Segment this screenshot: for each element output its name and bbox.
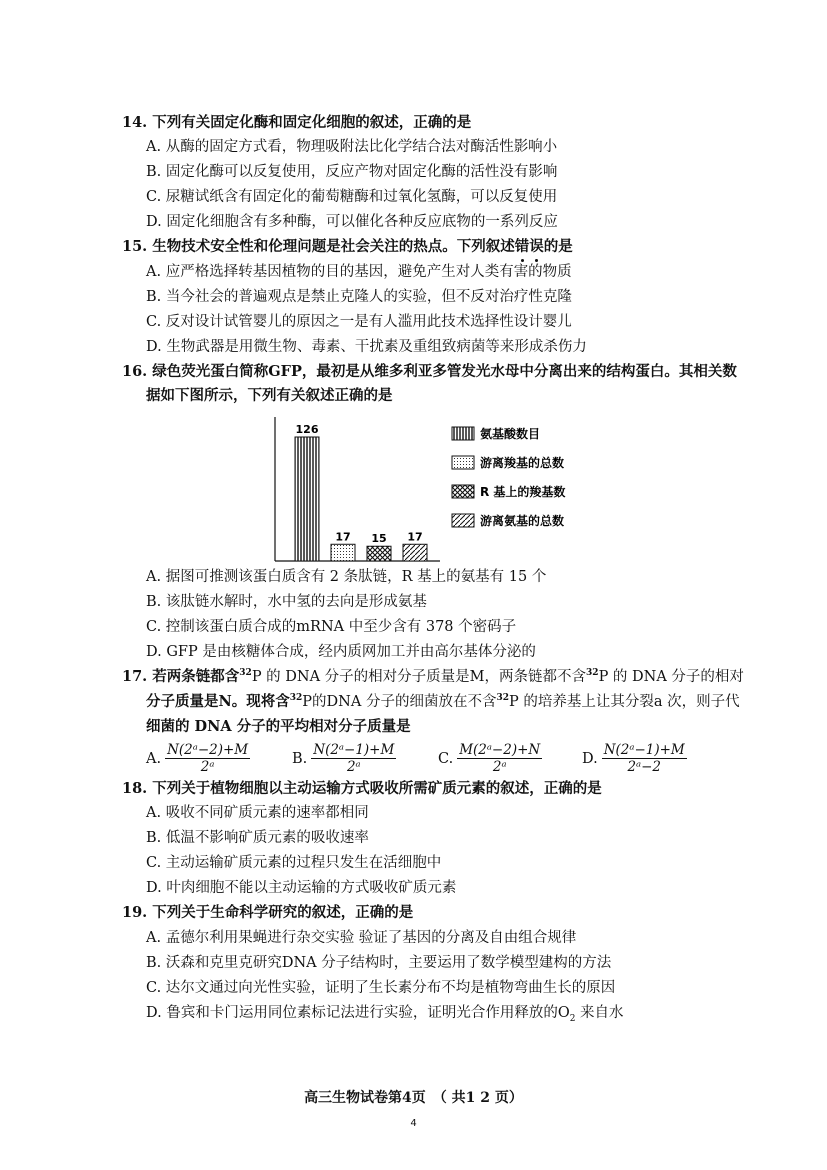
question-15-option-a: A. 应严格选择转基因植物的目的基因，避免产生对人类有害的物质	[146, 264, 572, 280]
question-15-option-d: D. 生物武器是用微生物、毒素、干扰素及重组致病菌等来形成杀伤力	[146, 339, 587, 355]
question-16-option-b: B. 该肽链水解时，水中氢的去向是形成氨基	[146, 594, 427, 610]
question-17-option-a: A. $\frac{\text{N(2ᵃ−2)+M}}{\text{2ᵃ}}$	[146, 742, 249, 775]
question-17-option-b: B. $\frac{\text{N(2ᵃ−1)+M}}{\text{2ᵃ}}$	[292, 742, 395, 775]
fraction: $\frac{\text{N(2ᵃ−2)+M}}{\text{2ᵃ}}$	[167, 742, 249, 775]
bar-1	[295, 437, 319, 561]
question-16-option-d: D. GFP 是由核糖体合成，经内质网加工并由高尔基体分泌的	[146, 644, 536, 660]
chart-bars	[295, 423, 427, 561]
question-18-option-a: A. 吸收不同矿质元素的速率都相同	[146, 805, 369, 821]
question-19-option-c: C. 达尔文通过向光性实验，证明了生长素分布不均是植物弯曲生长的原因	[146, 980, 616, 996]
question-14-option-a: A. 从酶的固定方式看，物理吸附法比化学结合法对酶活性影响小	[146, 139, 558, 155]
question-15-option-b: B. 当今社会的普遍观点是禁止克隆人的实验，但不反对治疗性克隆	[146, 289, 572, 305]
question-16-option-c: C. 控制该蛋白质合成的mRNA 中至少含有 378 个密码子	[146, 619, 517, 635]
question-17-option-c: C. $\frac{\text{M(2ᵃ−2)+N}}{\text{2ᵃ}}$	[438, 742, 541, 775]
bar-chart	[270, 415, 590, 565]
legend-swatch	[452, 427, 474, 440]
question-19-option-d: D. 鲁宾和卡门运用同位素标记法进行实验，证明光合作用释放的$O_2$ 来自水	[146, 1005, 624, 1024]
legend-swatch	[452, 485, 474, 498]
fraction: $\frac{\text{N(2ᵃ−1)+M}}{\text{2ᵃ−2}}$	[603, 742, 685, 775]
legend-label: 游离羧基的总数	[480, 456, 565, 470]
question-18-stem: 18. 下列关于植物细胞以主动运输方式吸收所需矿质元素的叙述，正确的是	[122, 780, 602, 797]
question-16-stem-line2: 据如下图所示，下列有关叙述正确的是	[146, 387, 393, 404]
question-18-option-c: C. 主动运输矿质元素的过程只发生在活细胞中	[146, 855, 442, 871]
question-14-option-c: C. 尿糖试纸含有固定化的葡萄糖酶和过氧化氢酶，可以反复使用	[146, 189, 558, 205]
question-15-option-c: C. 反对设计试管婴儿的原因之一是有人滥用此技术选择性设计婴儿	[146, 314, 572, 330]
question-15-stem: 15. 生物技术安全性和伦理问题是社会关注的热点。下列叙述错误的是	[122, 238, 573, 255]
question-14-option-b: B. 固定化酶可以反复使用，反应产物对固定化酶的活性没有影响	[146, 164, 558, 180]
legend-label: 游离氨基的总数	[480, 514, 565, 528]
question-18-option-d: D. 叶肉细胞不能以主动运输的方式吸收矿质元素	[146, 880, 457, 896]
chart-legend	[452, 426, 565, 528]
legend-label: R 基上的羧基数	[480, 485, 566, 499]
bar-value-label: 15	[371, 532, 387, 546]
question-18-option-b: B. 低温不影响矿质元素的吸收速率	[146, 830, 369, 846]
question-16-option-a: A. 据图可推测该蛋白质含有 2 条肽链，R 基上的氨基有 15 个	[146, 569, 547, 585]
emphasis-dot-char: 错	[514, 238, 530, 255]
fraction: $\frac{\text{N(2ᵃ−1)+M}}{\text{2ᵃ}}$	[313, 742, 395, 775]
bar-value-label: 17	[407, 530, 423, 544]
page-number: 4	[410, 1118, 417, 1129]
question-17-stem-line2: 分子质量是N。现将含$^{32}$P的DNA 分子的细菌放在不含$^{32}$P 的培养基上让其分裂a 次，则子代	[146, 693, 740, 710]
legend-label: 氨基酸数目	[480, 427, 541, 441]
question-19-option-a: A. 孟德尔利用果蝇进行杂交实验 验证了基因的分离及自由组合规律	[146, 930, 577, 946]
question-17-stem-line1: 17. 若两条链都含$^{32}$P 的 DNA 分子的相对分子质量是M，两条链都不含$^{32}$P 的 DNA 分子的相对	[122, 668, 744, 685]
bar-value-label: 17	[335, 530, 351, 544]
bar-3	[367, 546, 391, 561]
emphasis-dot-char: 误	[529, 238, 544, 255]
question-14-stem: 14. 下列有关固定化酶和固定化细胞的叙述，正确的是	[122, 114, 472, 131]
legend-swatch	[452, 456, 474, 469]
question-14-option-d: D. 固定化细胞含有多种酶，可以催化各种反应底物的一系列反应	[146, 214, 558, 230]
fraction: $\frac{\text{M(2ᵃ−2)+N}}{\text{2ᵃ}}$	[459, 742, 541, 775]
question-19-option-b: B. 沃森和克里克研究DNA 分子结构时，主要运用了数学模型建构的方法	[146, 955, 612, 971]
question-16-stem-line1: 16. 绿色荧光蛋白简称GFP，最初是从维多利亚多管发光水母中分离出来的结构蛋白。其相关数	[122, 363, 737, 380]
question-17-stem-line3: 细菌的 DNA 分子的平均相对分子质量是	[146, 718, 411, 735]
question-19-stem: 19. 下列关于生命科学研究的叙述，正确的是	[122, 904, 414, 921]
bar-value-label: 126	[295, 423, 319, 436]
bar-4	[403, 544, 427, 561]
question-17-option-d: D. $\frac{\text{N(2ᵃ−1)+M}}{\text{2ᵃ−2}}$	[582, 742, 685, 775]
page-footer: 高三生物试卷第4页 （ 共1 2 页）	[304, 1090, 523, 1106]
question-17-choices	[146, 742, 746, 782]
bar-2	[331, 544, 355, 561]
legend-swatch	[452, 514, 474, 527]
